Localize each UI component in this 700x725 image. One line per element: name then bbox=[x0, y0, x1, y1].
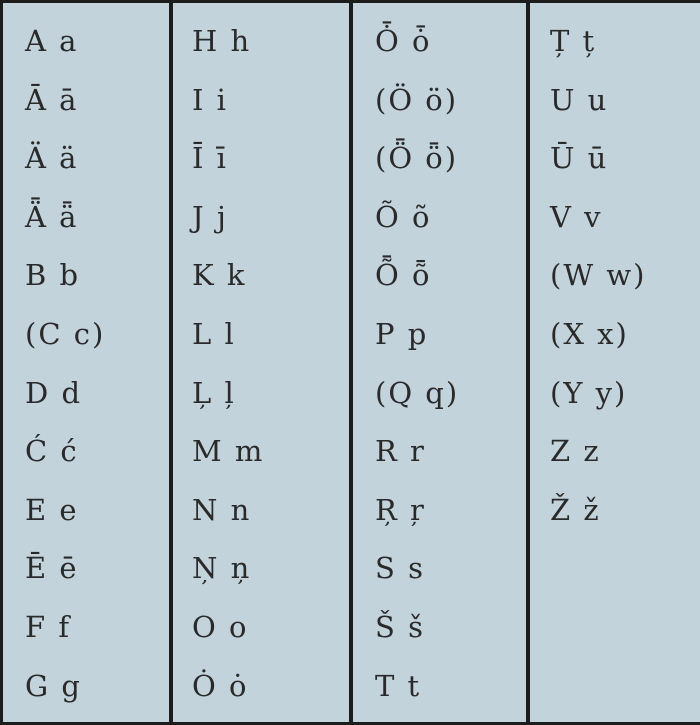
letter-pair: Ȯ ȯ bbox=[192, 668, 249, 703]
letter-pair: H h bbox=[192, 24, 252, 58]
letter-pair: Ŗ ŗ bbox=[375, 492, 426, 527]
letter-pair: Ć ć bbox=[25, 434, 79, 469]
letter-pair: D d bbox=[25, 375, 83, 410]
letter-pair: Ļ ļ bbox=[192, 375, 236, 410]
letter-pair: L l bbox=[192, 316, 236, 351]
letter-pair: J j bbox=[192, 199, 228, 234]
letter-pair: V v bbox=[550, 199, 603, 234]
letter-pair: Z z bbox=[550, 434, 601, 469]
letter-pair: R r bbox=[375, 434, 426, 469]
letter-pair: N n bbox=[192, 492, 252, 527]
letter-pair: G g bbox=[25, 668, 82, 703]
letter-pair: F f bbox=[25, 609, 72, 644]
letter-pair: (Ȫ ȫ) bbox=[375, 141, 459, 176]
letter-pair: U u bbox=[550, 82, 609, 117]
letter-pair: M m bbox=[192, 434, 265, 469]
letter-pair: Ț ț bbox=[550, 24, 597, 58]
letter-pair: (W w) bbox=[550, 258, 647, 293]
letter-pair: P p bbox=[375, 316, 429, 351]
letter-column-1 bbox=[3, 3, 173, 722]
letter-pair: I i bbox=[192, 82, 228, 117]
letter-pair: B b bbox=[25, 258, 81, 293]
letter-pair: (C c) bbox=[25, 316, 106, 351]
letter-column-3 bbox=[353, 3, 530, 722]
letter-pair: T t bbox=[375, 668, 422, 703]
letter-pair: S s bbox=[375, 551, 425, 586]
letter-pair: (Y y) bbox=[550, 375, 628, 410]
letter-pair: A a bbox=[25, 24, 79, 58]
letter-pair: Š š bbox=[375, 609, 425, 644]
letter-pair: Ž ž bbox=[550, 492, 601, 527]
letter-pair: Ņ ņ bbox=[192, 551, 252, 586]
letter-pair: (Q q) bbox=[375, 375, 460, 410]
letter-pair: O o bbox=[192, 609, 249, 644]
letter-pair: Ȱ ȱ bbox=[375, 24, 432, 58]
letter-pair: K k bbox=[192, 258, 247, 293]
letter-pair: E e bbox=[25, 492, 79, 527]
letter-pair: (X x) bbox=[550, 316, 629, 351]
letter-pair: Õ õ bbox=[375, 199, 432, 234]
letter-pair: (Ö ö) bbox=[375, 82, 459, 117]
letter-pair: Ä ä bbox=[25, 141, 79, 176]
letter-pair: Ū ū bbox=[550, 141, 609, 176]
letter-pair: Ī ī bbox=[192, 141, 228, 176]
letter-pair: Ȭ ȭ bbox=[375, 258, 432, 293]
letter-column-4 bbox=[530, 3, 700, 722]
letter-pair: Ā ā bbox=[25, 82, 79, 117]
letter-column-2 bbox=[173, 3, 353, 722]
letter-pair: Ǟ ǟ bbox=[25, 199, 79, 234]
letter-pair: Ē ē bbox=[25, 551, 79, 586]
